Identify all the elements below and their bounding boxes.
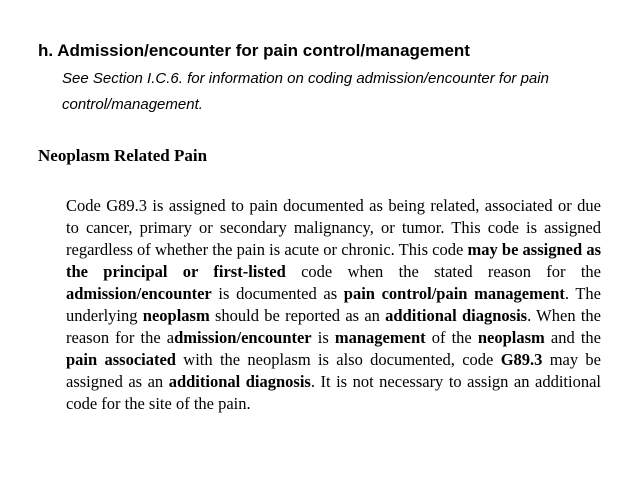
text-segment: . When the reason for the a (66, 306, 601, 347)
bold-text-segment: pain control/pain management (343, 284, 565, 303)
text-segment: of the (425, 328, 478, 347)
text-segment: . The underlying (66, 284, 602, 325)
text-segment: with the neoplasm is also documented, code (176, 350, 501, 369)
bold-text-segment: additional diagnosis (168, 372, 311, 391)
body-paragraph (66, 195, 601, 415)
text-segment: . It is not necessary to assign an additional code for the site of the pain. (66, 372, 601, 413)
bold-text-segment: management (334, 328, 426, 347)
bold-text-segment: neoplasm (477, 328, 545, 347)
text-segment: should be reported as an (209, 306, 386, 325)
cross-reference-note: See Section I.C.6. for information on coding admission/encounter for pain control/management. (62, 70, 549, 113)
bold-text-segment: may be assigned as the principal or first-listed (66, 240, 601, 281)
bold-text-segment: G89.3 (500, 350, 543, 369)
text-segment: Code G89.3 is assigned to pain documented as being related, associated or due to cancer, primary or secondary malignancy, or tumor. This code is assigned regardless of whether the pain is acute or chronic. This code (66, 196, 601, 259)
text-segment: and the (544, 328, 601, 347)
bold-text-segment: dmission/encounter (174, 328, 312, 347)
text-segment: may be assigned as an (66, 350, 602, 391)
section-title: Neoplasm Related Pain (38, 146, 208, 165)
guideline-heading: h. Admission/encounter for pain control/management (38, 41, 470, 60)
text-segment: code when the stated reason for the (285, 262, 601, 281)
bold-text-segment: pain associated (66, 350, 176, 369)
text-segment: is documented as (211, 284, 344, 303)
text-segment: is (311, 328, 335, 347)
bold-text-segment: admission/encounter (66, 284, 212, 303)
bold-text-segment: neoplasm (142, 306, 210, 325)
bold-text-segment: additional diagnosis (385, 306, 528, 325)
